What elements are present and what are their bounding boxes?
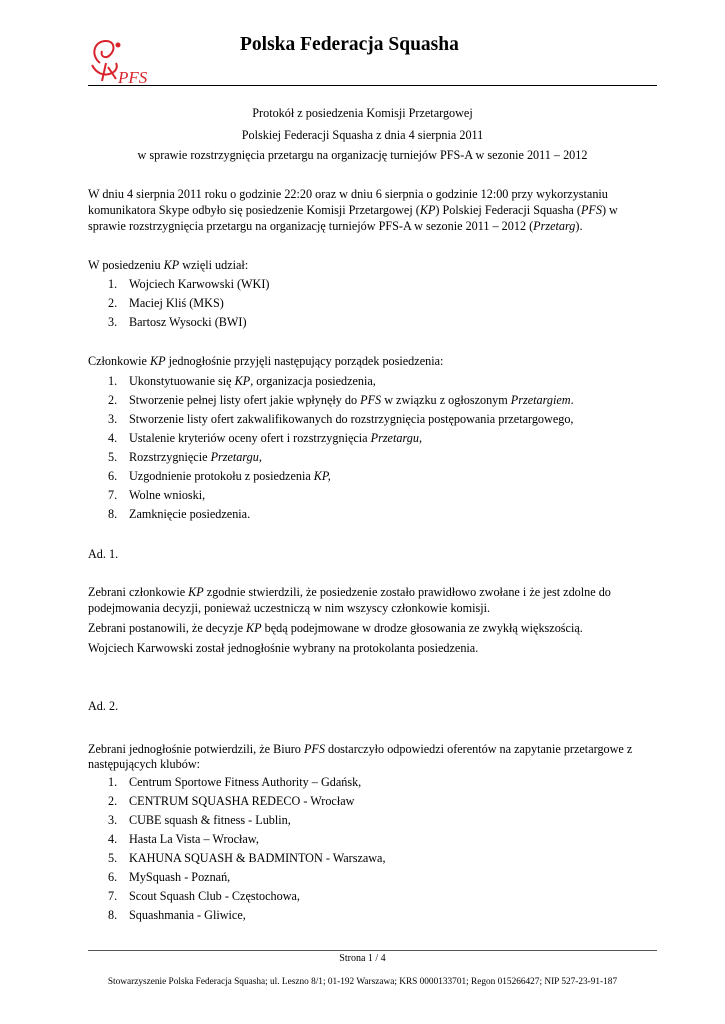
- participant-item: Bartosz Wysocki (BWI): [129, 315, 247, 329]
- club-item: CENTRUM SQUASHA REDECO - Wrocław: [129, 794, 355, 808]
- list-number: 3.: [108, 315, 118, 329]
- club-item: CUBE squash & fitness - Lublin,: [129, 813, 291, 827]
- agenda-item: Stworzenie listy ofert zakwalifikowanych do rozstrzygnięcia postępowania przetargowego,: [129, 412, 574, 426]
- agenda-item: Stworzenie pełnej listy ofert jakie wpłynęły do PFS w związku z ogłoszonym Przetargiem.: [129, 393, 574, 407]
- ad2-heading: Ad. 2.: [88, 699, 119, 713]
- org-title: Polska Federacja Squasha: [240, 34, 459, 55]
- list-number: 2.: [108, 296, 118, 310]
- list-number: 8.: [108, 507, 118, 521]
- club-item: MySquash - Poznań,: [129, 870, 231, 884]
- list-number: 7.: [108, 889, 118, 903]
- ad1-sentence3: Wojciech Karwowski został jednogłośnie wybrany na protokolanta posiedzenia.: [88, 641, 479, 655]
- footer-divider: [88, 950, 657, 951]
- list-number: 5.: [108, 851, 118, 865]
- list-number: 1.: [108, 277, 118, 291]
- agenda-heading: Członkowie KP jednogłośnie przyjęli następujący porządek posiedzenia:: [88, 354, 444, 368]
- club-item: Squashmania - Gliwice,: [129, 908, 246, 922]
- list-number: 3.: [108, 412, 118, 426]
- club-item: Scout Squash Club - Częstochowa,: [129, 889, 300, 903]
- agenda-item: Wolne wnioski,: [129, 488, 206, 502]
- ad1-sentence1-line2: podejmowania decyzji, ponieważ uczestniczą w nim wszyscy członkowie komisji.: [88, 601, 491, 615]
- intro-line3: sprawie rozstrzygnięcia przetargu na organizację turniejów PFS-A w sezonie 2011 – 2012 (Przetarg).: [88, 219, 583, 233]
- list-number: 8.: [108, 908, 118, 922]
- list-number: 7.: [108, 488, 118, 502]
- agenda-item: Rozstrzygnięcie Przetargu,: [129, 450, 262, 464]
- agenda-item: Ukonstytuowanie się KP, organizacja posiedzenia,: [129, 374, 376, 388]
- footer-org-info: Stowarzyszenie Polska Federacja Squasha; ul. Leszno 8/1; 01-192 Warszawa; KRS 0000133701; Regon 015266427; NIP 527-23-91-187: [107, 977, 618, 987]
- agenda-item: Ustalenie kryteriów oceny ofert i rozstrzygnięcia Przetargu,: [129, 431, 422, 445]
- ad1-heading: Ad. 1.: [88, 547, 119, 561]
- ad1-sentence2: Zebrani postanowili, że decyzje KP będą podejmowane w drodze głosowania ze zwykłą większością.: [88, 621, 583, 635]
- agenda-item: Zamknięcie posiedzenia.: [129, 507, 251, 521]
- doc-title-line2: Polskiej Federacji Squasha z dnia 4 sierpnia 2011: [241, 128, 484, 142]
- list-number: 6.: [108, 870, 118, 884]
- ad2-sentence1-line1: Zebrani jednogłośnie potwierdzili, że Biuro PFS dostarczyło odpowiedzi oferentów na zapytanie przetargowe z: [88, 742, 633, 756]
- participants-heading: W posiedzeniu KP wzięli udział:: [88, 258, 249, 272]
- doc-title-line1: Protokół z posiedzenia Komisji Przetargowej: [252, 106, 473, 120]
- list-number: 1.: [108, 775, 118, 789]
- list-number: 2.: [108, 393, 118, 407]
- club-item: Centrum Sportowe Fitness Authority – Gdańsk,: [129, 775, 362, 789]
- participant-item: Wojciech Karwowski (WKI): [129, 277, 270, 291]
- ad2-sentence1-line2: następujących klubów:: [88, 757, 201, 771]
- list-number: 4.: [108, 832, 118, 846]
- list-number: 2.: [108, 794, 118, 808]
- intro-line2: komunikatora Skype odbyło się posiedzenie Komisji Przetargowej (KP) Polskiej Federacji Squasha (PFS) w: [88, 203, 618, 217]
- list-number: 4.: [108, 431, 118, 445]
- header-divider: [88, 85, 657, 86]
- svg-text:PFS: PFS: [118, 68, 148, 87]
- club-item: Hasta La Vista – Wrocław,: [129, 832, 259, 846]
- list-number: 3.: [108, 813, 118, 827]
- club-item: KAHUNA SQUASH & BADMINTON - Warszawa,: [129, 851, 386, 865]
- squash-player-logo-icon: [82, 33, 152, 93]
- list-number: 6.: [108, 469, 118, 483]
- pfs-logo: [82, 33, 152, 93]
- list-number: 5.: [108, 450, 118, 464]
- intro-line1: W dniu 4 sierpnia 2011 roku o godzinie 22:20 oraz w dniu 6 sierpnia o godzinie 12:00 przy wykorzystaniu: [88, 187, 608, 201]
- list-number: 1.: [108, 374, 118, 388]
- agenda-item: Uzgodnienie protokołu z posiedzenia KP,: [129, 469, 331, 483]
- doc-title-line3: w sprawie rozstrzygnięcia przetargu na organizację turniejów PFS-A w sezonie 2011 – 2012: [137, 148, 588, 162]
- participant-item: Maciej Kliś (MKS): [129, 296, 224, 310]
- page-number: Strona 1 / 4: [339, 953, 386, 964]
- ad1-sentence1-line1: Zebrani członkowie KP zgodnie stwierdzili, że posiedzenie zostało prawidłowo zwołane i że jest zdolne do: [88, 585, 611, 599]
